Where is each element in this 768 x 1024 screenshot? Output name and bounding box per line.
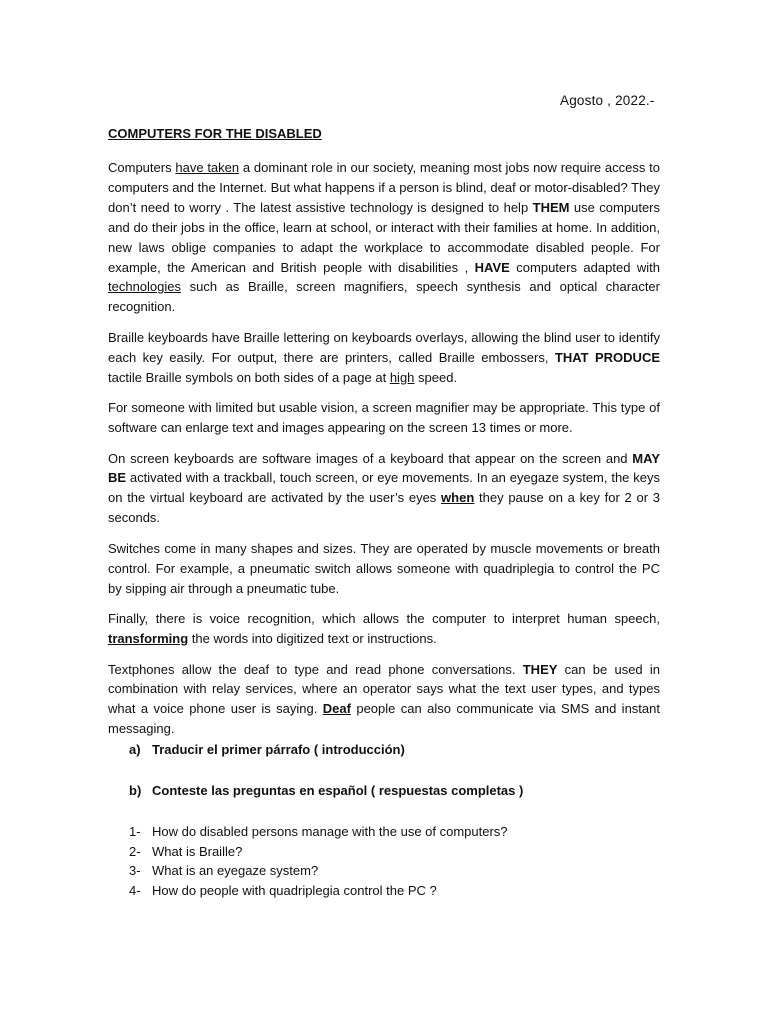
question-item	[129, 842, 649, 862]
question-number: 4-	[129, 883, 141, 899]
paragraph	[108, 660, 660, 740]
question-number: 2-	[129, 843, 141, 859]
paragraph	[108, 328, 660, 388]
question-text: How do disabled persons manage with the use of computers?	[152, 824, 508, 839]
text-run: such as Braille, screen magnifiers, speech synthesis and optical character recognition.	[108, 279, 660, 315]
document-date: Agosto , 2022.-	[560, 93, 655, 108]
task-item	[129, 781, 649, 801]
paragraph	[108, 398, 660, 438]
text-run: the words into digitized text or instructions.	[188, 631, 437, 646]
document-title: COMPUTERS FOR THE DISABLED	[108, 126, 322, 141]
text-run: For someone with limited but usable vision, a screen magnifier may be appropriate. This type of software can enlarge text and images appearing on the screen 13 times or more.	[108, 400, 660, 436]
text-run: computers adapted with	[509, 259, 660, 275]
emphasized-text: THAT PRODUCE	[554, 349, 660, 365]
emphasized-text: high	[389, 369, 415, 385]
text-run: On screen keyboards are software images of a keyboard that appear on the screen and	[108, 450, 633, 466]
emphasized-text: HAVE	[474, 259, 510, 275]
emphasized-text: THEY	[522, 661, 558, 677]
question-number: 1-	[129, 824, 141, 839]
question-item	[129, 881, 649, 901]
emphasized-text: when	[441, 490, 475, 506]
text-run: can be used in combination with relay services, where an operator says what the text user types, and types what a voice phone user is saying.	[108, 661, 660, 717]
task-letter: b)	[129, 782, 142, 798]
paragraph	[108, 609, 660, 649]
text-run: people can also communicate via SMS and instant messaging.	[108, 701, 660, 737]
question-text: How do people with quadriplegia control the PC ?	[152, 883, 437, 899]
emphasized-text: THEM	[532, 199, 570, 215]
text-run: Finally, there is voice recognition, which allows the computer to interpret human speech,	[108, 611, 660, 627]
question-text: What is Braille?	[152, 843, 243, 859]
question-number: 3-	[129, 863, 141, 879]
question-list	[129, 822, 649, 901]
emphasized-text: technologies	[108, 279, 181, 295]
question-item	[129, 822, 649, 842]
task-text: Traducir el primer párrafo ( introducción)	[152, 742, 405, 757]
text-run: activated with a trackball, touch screen, or eye movements. In an eyegaze system, the keys on the virtual keyboard are activated by the user’s eyes	[108, 470, 660, 506]
text-run: speed.	[414, 369, 458, 385]
paragraph	[108, 449, 660, 529]
text-run: Switches come in many shapes and sizes. They are operated by muscle movements or breath control. For example, a pneumatic switch allows someone with quadriplegia to control the PC by sipping air through a pneumatic tube.	[108, 540, 660, 596]
paragraph	[108, 158, 660, 317]
emphasized-text: transforming	[108, 631, 189, 646]
text-run: a dominant role in our society, meaning most jobs now require access to computers and the Internet. But what happens if a person is blind, deaf or motor-disabled? They don’t need to worry . The latest assistive technology is designed to help	[108, 160, 660, 215]
article-body	[108, 158, 660, 750]
emphasized-text: have taken	[175, 160, 240, 175]
text-run: Computers	[108, 160, 176, 175]
task-list	[129, 740, 649, 821]
text-run: Braille keyboards have Braille lettering on keyboards overlays, allowing the blind user to identify each key easily. For output, there are printers, called Braille embossers,	[108, 329, 660, 365]
task-letter: a)	[129, 742, 141, 757]
text-run: they pause on a key for 2 or 3 seconds.	[108, 490, 660, 526]
emphasized-text: MAY BE	[108, 450, 660, 486]
text-run: tactile Braille symbols on both sides of a page at	[108, 369, 390, 385]
text-run: use computers and do their jobs in the office, learn at school, or interact with their families at home. In addition, new laws oblige companies to adapt the workplace to accommodate disabled people. For example, the American and British people with disabilities ,	[108, 199, 661, 275]
task-text: Conteste las preguntas en español ( respuestas completas )	[152, 782, 524, 798]
task-item	[129, 740, 649, 760]
paragraph	[108, 539, 660, 599]
question-item	[129, 861, 649, 881]
emphasized-text: Deaf	[322, 701, 351, 717]
text-run: Textphones allow the deaf to type and read phone conversations.	[108, 661, 523, 677]
question-text: What is an eyegaze system?	[152, 863, 319, 879]
